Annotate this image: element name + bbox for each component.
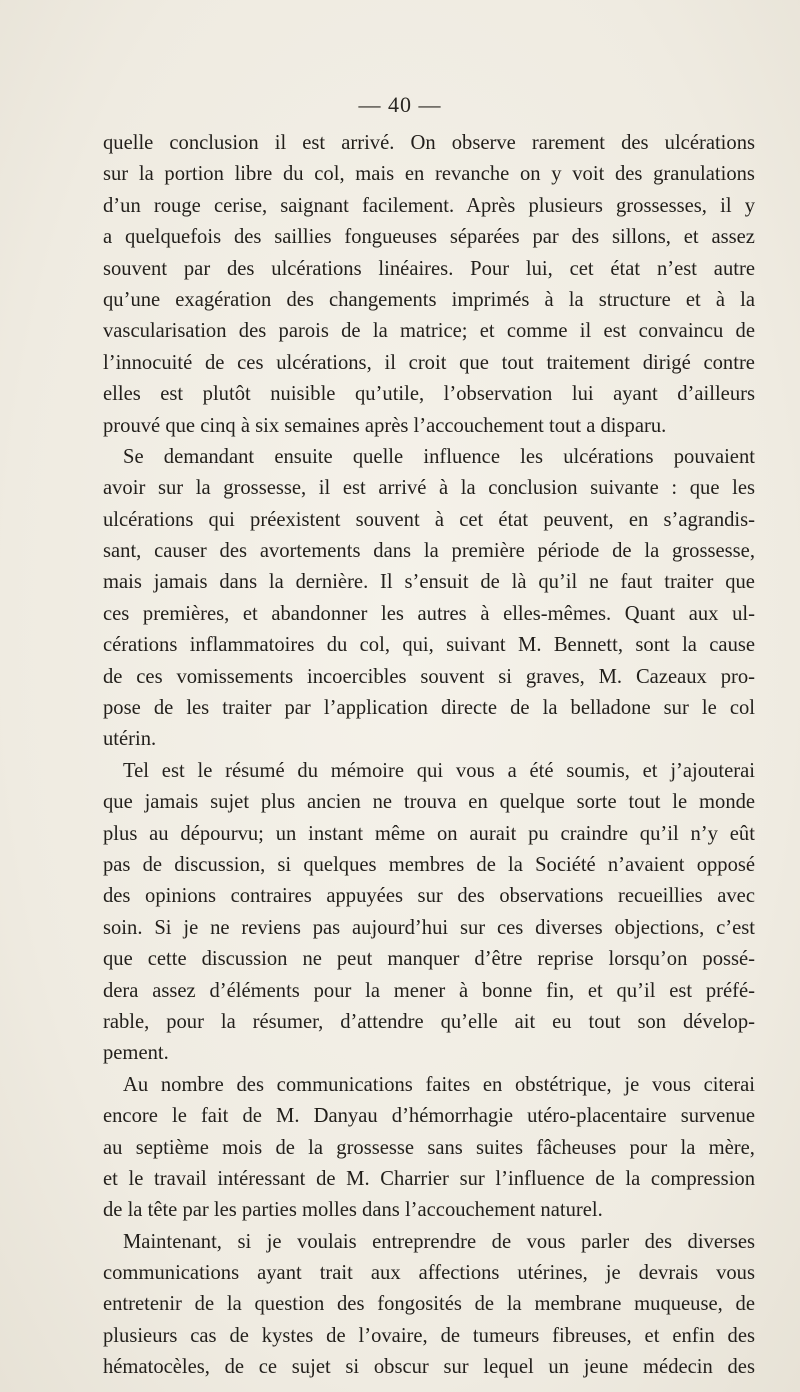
text-line: d’un rouge cerise, saignant facilement. Après plusieurs grossesses, il y [103,194,756,217]
text-line: avoir sur la grossesse, il est arrivé à la conclusion suivante : que les [103,477,755,500]
text-line: au septième mois de la grossesse sans suites fâcheuses pour la mère, [103,1136,755,1159]
text-line: que jamais sujet plus ancien ne trouva en quelque sorte tout le monde [103,791,756,814]
text-line: sant, causer des avortements dans la première période de la grossesse, [103,540,755,563]
text-line: et le travail intéressant de M. Charrier sur l’influence de la compression [103,1167,756,1190]
text-line: a quelquefois des saillies fongueuses séparées par des sillons, et assez [103,226,755,249]
text-line: que cette discussion ne peut manquer d’être reprise lorsqu’on possé- [103,948,756,971]
text-line: utérin. [103,728,157,751]
text-line: encore le fait de M. Danyau d’hémorrhagie utéro-placentaire survenue [103,1105,756,1128]
text-line: communications ayant trait aux affections utérines, je devrais vous [103,1262,755,1285]
text-line: cérations inflammatoires du col, qui, suivant M. Bennett, sont la cause [103,634,756,657]
text-line: soin. Si je ne reviens pas aujourd’hui sur ces diverses objections, c’est [103,916,756,939]
text-line: pement. [103,1042,169,1065]
text-line: souvent par des ulcérations linéaires. Pour lui, cet état n’est autre [103,257,755,280]
text-line: vascularisation des parois de la matrice; et comme il est convaincu de [103,320,755,343]
text-line: dera assez d’éléments pour la mener à bonne fin, et qu’il est préfé- [103,979,756,1002]
text-line: pose de les traiter par l’application directe de la belladone sur le col [103,697,755,720]
text-line: entretenir de la question des fongosités de la membrane muqueuse, de [103,1293,755,1316]
text-line: de ces vomissements incoercibles souvent si graves, M. Cazeaux pro- [103,665,755,688]
text-line: des opinions contraires appuyées sur des observations recueillies avec [103,885,755,908]
text-line: quelle conclusion il est arrivé. On observe rarement des ulcérations [103,132,756,154]
text-line: rable, pour la résumer, d’attendre qu’elle ait eu tout son dévelop- [103,1010,756,1033]
text-line: Maintenant, si je voulais entreprendre de vous parler des diverses [123,1230,756,1253]
text-line: elles est plutôt nuisible qu’utile, l’observation lui ayant d’ailleurs [103,383,755,406]
text-line: hématocèles, de ce sujet si obscur sur lequel un jeune médecin des [103,1356,755,1379]
text-line: plus au dépourvu; un instant même on aurait pu craindre qu’il n’y eût [103,822,755,845]
text-line: ces premières, et abandonner les autres à elles-mêmes. Quant aux ul- [103,602,755,625]
body-text [103,128,755,1384]
text-line: Au nombre des communications faites en obstétrique, je vous citerai [123,1073,756,1096]
text-line: ulcérations qui préexistent souvent à cet état peuvent, en s’agrandis- [103,508,756,531]
text-line: plusieurs cas de kystes de l’ovaire, de tumeurs fibreuses, et enfin des [103,1324,755,1347]
text-line: mais jamais dans la dernière. Il s’ensuit de là qu’il ne faut traiter que [103,571,755,594]
text-line: pas de discussion, si quelques membres de la Société n’avaient opposé [103,853,756,876]
text-line: de la tête par les parties molles dans l’accouchement naturel. [103,1199,603,1222]
text-line: l’innocuité de ces ulcérations, il croit que tout traitement dirigé contre [103,351,755,374]
page-number: — 40 — [358,92,442,117]
text-line: Se demandant ensuite quelle influence les ulcérations pouvaient [123,445,755,468]
text-line: prouvé que cinq à six semaines après l’accouchement tout a disparu. [103,414,667,437]
text-line: Tel est le résumé du mémoire qui vous a été soumis, et j’ajouterai [123,759,755,782]
text-line: qu’une exagération des changements imprimés à la structure et à la [103,288,755,311]
text-line: sur la portion libre du col, mais en revanche on y voit des granulations [103,163,755,186]
